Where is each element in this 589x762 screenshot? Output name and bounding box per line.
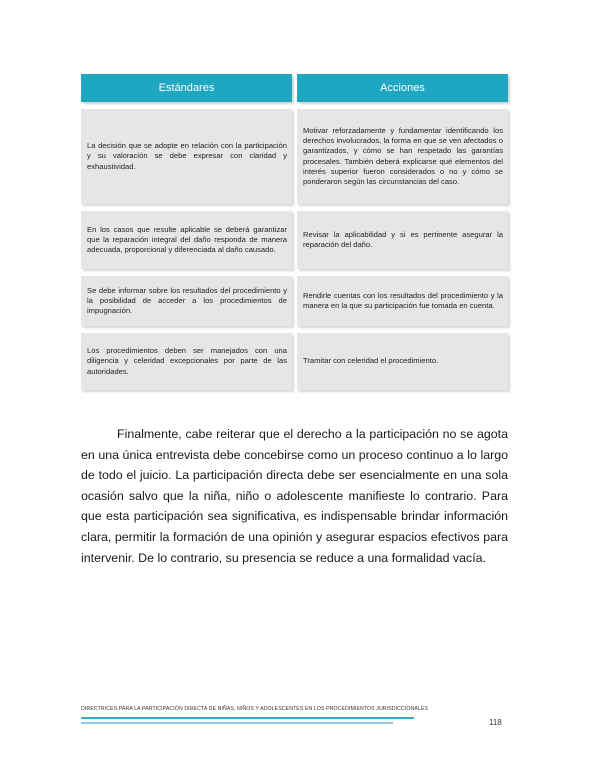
header-estandares: Estándares xyxy=(81,74,292,102)
accion-cell xyxy=(297,276,508,326)
table-row xyxy=(81,276,508,326)
footer-divider-secondary xyxy=(81,722,393,724)
estandar-text: En los casos que resulte aplicable se deberá garantizar que la reparación integral del daño responda de manera adecuada, proporcional y diferenciada al daño causado. xyxy=(87,224,287,255)
estandar-cell xyxy=(81,211,292,269)
footer-title: DIRECTRICES PARA LA PARTICIPACIÓN DIRECTA DE NIÑAS, NIÑOS Y ADOLESCENTES EN LOS PROCEDIMIENTOS JURISDICCIONALES xyxy=(81,706,429,712)
table-row xyxy=(81,211,508,269)
accion-cell xyxy=(297,109,508,204)
table-row xyxy=(81,109,508,204)
page-number: 118 xyxy=(489,718,502,727)
accion-text: Revisar la aplicabilidad y si es pertinente asegurar la reparación del daño. xyxy=(303,229,503,249)
estandar-cell xyxy=(81,333,292,390)
accion-text: Tramitar con celeridad el procedimiento. xyxy=(303,356,439,366)
footer-divider xyxy=(81,717,414,719)
estandar-text: Los procedimientos deben ser manejados con una diligencia y celeridad excepcionales por parte de las autoridades. xyxy=(87,346,287,376)
table-header-row xyxy=(81,74,508,102)
estandar-text: Se debe informar sobre los resultados del procedimiento y la posibilidad de acceder a los procedimientos de impugnación. xyxy=(87,285,287,316)
accion-cell xyxy=(297,211,508,269)
table-row xyxy=(81,333,508,390)
standards-actions-table xyxy=(81,74,508,397)
body-paragraph: Finalmente, cabe reiterar que el derecho a la participación no se agota en una única entrevista debe concebirse como un proceso continuo a lo largo de todo el juicio. La participación directa debe ser esencialmente en una sola ocasión salvo que la niña, niño o adolescente manifieste lo contrario. Para que esta participación sea significativa, es indispensable brindar información clara, permitir la formación de una opinión y asegurar espacios efectivos para intervenir. De lo contrario, su presencia se reduce a una formalidad vacía. xyxy=(81,427,508,565)
accion-text: Motivar reforzadamente y fundamentar identificando los derechos involucrados, la forma en que se ven afectados o garantizados, y cómo se han respetado las garantías procesales. También deberá explicarse qué elementos del interés superior fueron considerados o no y cómo se ponderaron según las circunstancias del caso. xyxy=(303,125,503,186)
accion-cell xyxy=(297,333,508,390)
estandar-text: La decisión que se adopte en relación con la participación y su valoración se debe expresar con claridad y exhaustividad. xyxy=(87,141,287,171)
accion-text: Rendirle cuentas con los resultados del procedimiento y la manera en la que su participación fue tomada en cuenta. xyxy=(303,290,503,310)
estandar-cell xyxy=(81,276,292,326)
header-acciones: Acciones xyxy=(297,74,508,102)
estandar-cell xyxy=(81,109,292,204)
